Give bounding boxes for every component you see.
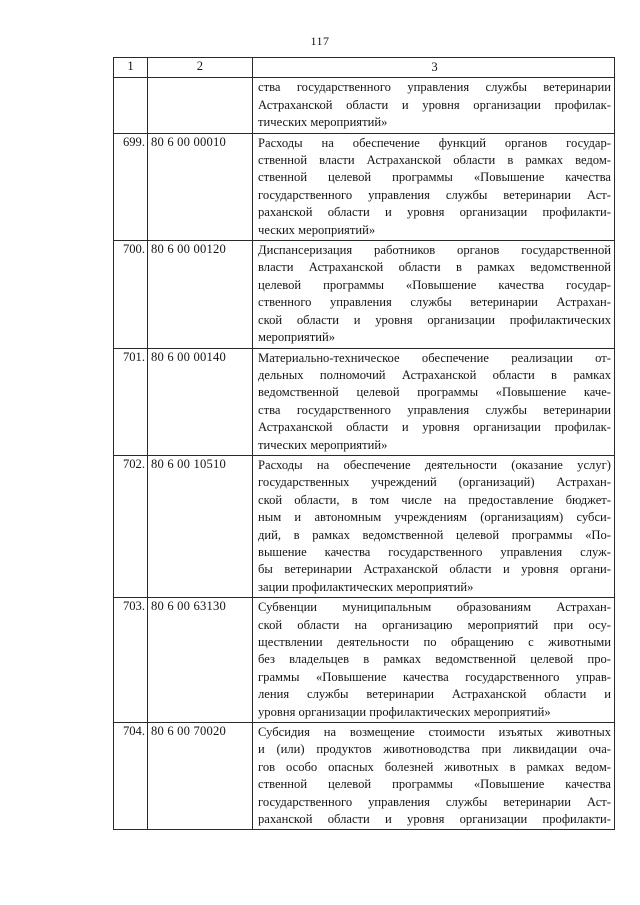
description-line: ным и автономным учреждениям (организациям) субси- (258, 510, 611, 525)
description-line: тических мероприятий» (258, 437, 388, 452)
description-line: дий, в рамках ведомственной целевой программы «По- (258, 527, 611, 542)
table-row (114, 598, 615, 723)
table-row (114, 348, 615, 455)
expense-description (253, 723, 615, 830)
header-col-2: 2 (148, 58, 253, 78)
description-line: Субсидия на возмещение стоимости изъятых животных (258, 725, 611, 740)
description-line: и (или) продуктов животноводства при ликвидации оча- (258, 742, 611, 757)
page-number: 117 (310, 34, 330, 48)
description-line: бы ветеринарии Астраханской области и уровня органи- (258, 562, 611, 577)
row-number: 700. (114, 241, 148, 348)
table-row (114, 723, 615, 830)
description-line: целевой программы «Повышение качества государ- (258, 277, 611, 292)
description-line: ства государственного управления службы ветеринарии (258, 402, 611, 417)
description-line: ственной власти Астраханской области в рамках ведом- (258, 153, 611, 168)
description-line: раханской области и уровня организации профилакти- (258, 812, 611, 827)
description-line: Диспансеризация работников органов государственной (258, 243, 611, 258)
header-col-1: 1 (114, 58, 148, 78)
expense-codes-table (113, 57, 615, 830)
description-line: ведомственной целевой программы «Повышение каче- (258, 385, 611, 400)
description-line: Материально-техническое обеспечение реализации от- (258, 350, 611, 365)
table-row (114, 455, 615, 597)
description-line: ской области и уровня организации профилактических (258, 312, 611, 327)
expense-description (253, 598, 615, 723)
row-number: 703. (114, 598, 148, 723)
row-number: 704. (114, 723, 148, 830)
description-line: ства государственного управления службы ветеринарии (258, 80, 611, 95)
expense-description (253, 455, 615, 597)
expense-description (253, 133, 615, 240)
description-line: Расходы на обеспечение функций органов государ- (258, 135, 611, 150)
description-line: уровня организации профилактических мероприятий» (258, 704, 551, 719)
table-row (114, 78, 615, 133)
budget-code (148, 78, 253, 133)
description-line: государственного управления службы ветеринарии Аст- (258, 794, 611, 809)
budget-code: 80 6 00 00120 (148, 241, 253, 348)
description-line: зации профилактических мероприятий» (258, 579, 474, 594)
budget-code: 80 6 00 00010 (148, 133, 253, 240)
description-line: дельных полномочий Астраханской области в рамках (258, 367, 611, 382)
description-line: государственных учреждений (организаций) Астрахан- (258, 475, 611, 490)
description-line: раханской области и уровня организации профилакти- (258, 205, 611, 220)
budget-code: 80 6 00 00140 (148, 348, 253, 455)
description-line: граммы «Повышение качества государственного управ- (258, 669, 611, 684)
description-line: без владельцев в рамках ведомственной целевой про- (258, 652, 611, 667)
expense-description (253, 241, 615, 348)
expense-description (253, 78, 615, 133)
description-line: Астраханской области и уровня организации профилак- (258, 97, 611, 112)
expense-description (253, 348, 615, 455)
budget-code: 80 6 00 63130 (148, 598, 253, 723)
description-line: ственной целевой программы «Повышение качества (258, 777, 611, 792)
budget-code: 80 6 00 70020 (148, 723, 253, 830)
row-number: 701. (114, 348, 148, 455)
description-line: ственной целевой программы «Повышение качества (258, 170, 611, 185)
description-line: Субвенции муниципальным образованиям Астрахан- (258, 600, 611, 615)
table-row (114, 133, 615, 240)
description-line: тических мероприятий» (258, 115, 388, 130)
description-line: ществлении деятельности по обращению с животными (258, 635, 611, 649)
description-line: ческих мероприятий» (258, 222, 376, 237)
header-col-3: 3 (253, 58, 615, 78)
table-body (114, 58, 615, 830)
row-number: 699. (114, 133, 148, 240)
description-line: мероприятий» (258, 330, 336, 345)
description-line: Астраханской области и уровня организации профилак- (258, 420, 611, 435)
table-row (114, 241, 615, 348)
description-line: Расходы на обеспечение деятельности (оказание услуг) (258, 457, 611, 472)
description-line: власти Астраханской области в рамках ведомственной (258, 260, 611, 275)
description-line: ственного управления службы ветеринарии Астрахан- (258, 295, 611, 310)
row-number (114, 78, 148, 133)
description-line: ской области на организацию мероприятий при осу- (258, 617, 611, 632)
description-line: государственного управления службы ветеринарии Аст- (258, 187, 611, 202)
table-header-row (114, 58, 615, 78)
description-line: вышение качества государственного управления служ- (258, 544, 611, 559)
description-line: гов особо опасных болезней животных в рамках ведом- (258, 759, 611, 774)
budget-code: 80 6 00 10510 (148, 455, 253, 597)
description-line: ской области, в том числе на предоставление бюджет- (258, 492, 611, 507)
row-number: 702. (114, 455, 148, 597)
description-line: ления службы ветеринарии Астраханской области и (258, 687, 611, 702)
